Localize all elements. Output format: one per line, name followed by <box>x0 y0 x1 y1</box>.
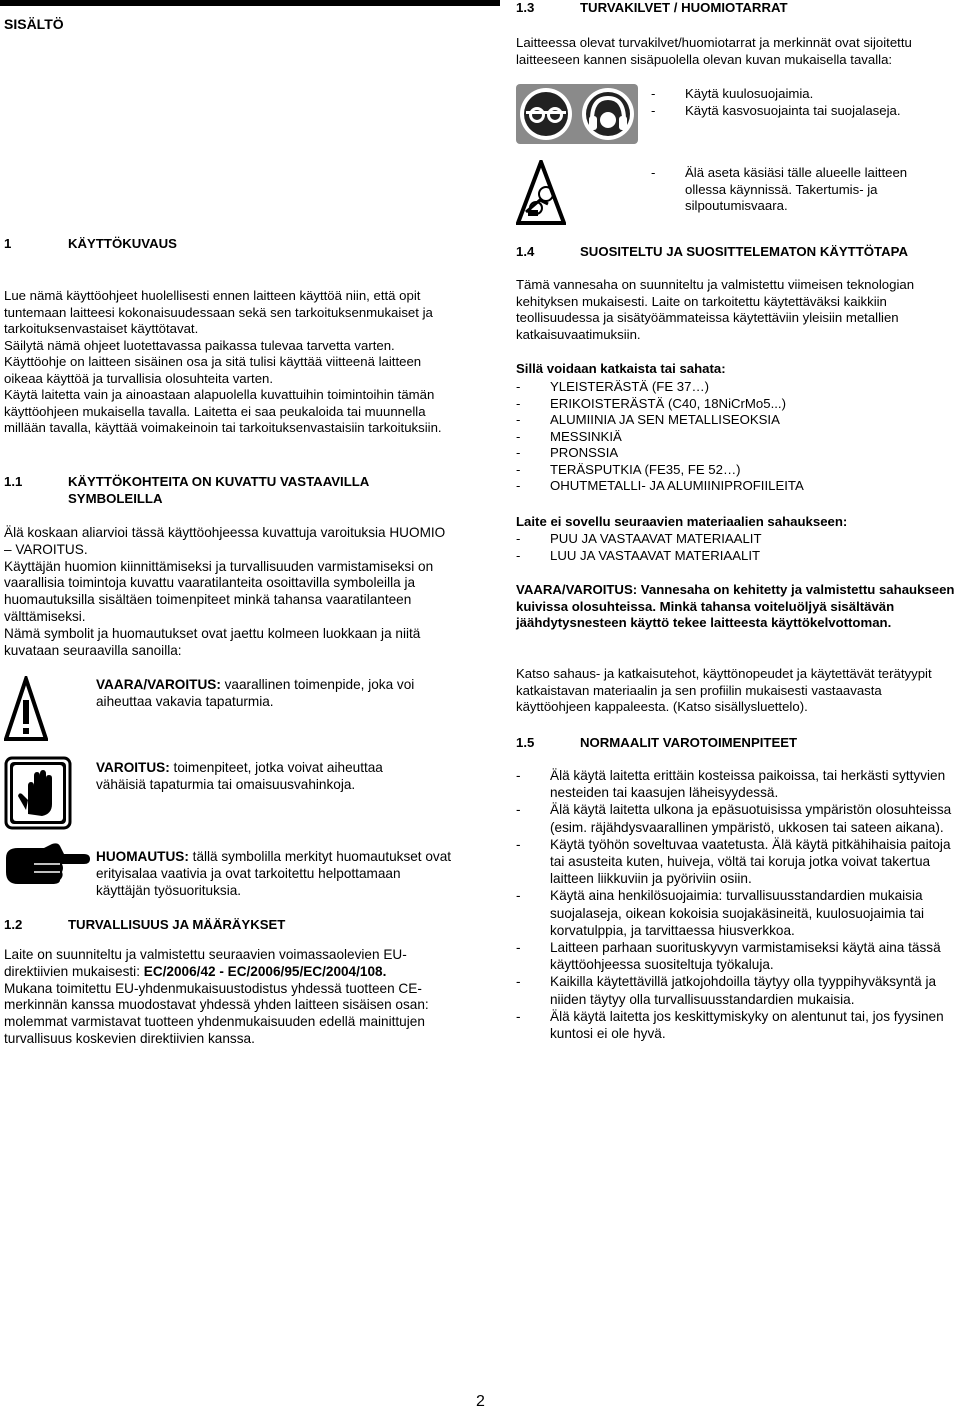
list-item: - Käytä kasvosuojainta tai suojalaseja. <box>651 102 901 118</box>
ear-protection-icon <box>582 88 634 140</box>
hazard-list <box>651 165 951 215</box>
dry-cutting-warning: VAARA/VAROITUS: Vannesaha on kehitetty ja valmistettu sahaukseen kuivissa olosuhteissa. Minkä tahansa voiteluöljyä sisältävän jäähdytysnesteen käyttö tekee laitteesta käyttökelvottoman. <box>516 582 955 630</box>
list-item: - Kaikilla käytettävillä jatkojohdoilla täytyy olla tyyppihyväksyntä ja niiden täytyy olla turvallisuusstandardien mukaisia. <box>516 974 937 1007</box>
can-cut-title: Sillä voidaan katkaista tai sahata: <box>516 361 726 376</box>
list-item: - PUU JA VASTAAVAT MATERIAALIT <box>516 531 762 546</box>
section-1-2-body <box>4 947 446 1048</box>
section-1-4-outro: Katso sahaus- ja katkaisutehot, käyttönopeudet ja käytettävät terätyypit katkaistavan materiaalin ja sen profiilin mukaisesti vastaavasta käyttöohjeen kappaleesta. (Katso sisällysluettelo). <box>516 666 932 714</box>
list-item: - MESSINKIÄ <box>516 428 622 444</box>
list-item: - OHUTMETALLI- JA ALUMIINIPROFIILEITA <box>516 478 804 493</box>
list-item: - ALUMIINIA JA SEN METALLISEOKSIA <box>516 412 780 427</box>
paragraph: Laite on suunniteltu ja valmistettu seuraavien voimassaolevien EU-direktiivien mukaisesti: EC/2006/42 - EC/2006/95/EC/2004/108. <box>4 947 407 979</box>
paragraph: Käytä laitetta vain ja ainoastaan alapuolella kuvattuihin toimintoihin tämän käyttöohjeen mukaisella tavalla. Laitetta ei saa peukaloida tai muunnella millään tavalla, käyttää voimakeinoin tai tarkoituksenvastaisiin tarkoituksiin. <box>4 387 442 435</box>
paragraph: Käyttöohje on laitteen sisäinen osa ja sitä tulisi käyttää viitteenä laitteen oikeaa käyttöä ja turvallisia olosuhteita varten. <box>4 354 422 386</box>
ppe-list <box>651 86 951 119</box>
section-1-4-heading: 1.4 SUOSITELTU JA SUOSITTELEMATON KÄYTTÖTAPA <box>516 244 908 259</box>
list-item: - LUU JA VASTAAVAT MATERIAALIT <box>516 547 761 563</box>
list-item: - Älä käytä laitetta jos keskittymiskyky on alentunut tai, jos fyysinen kuntosi ei ole hyvä. <box>516 1008 944 1042</box>
list-item: - PRONSSIA <box>516 445 619 460</box>
symbol-note-text: HUOMAUTUS: tällä symbolilla merkityt huomautukset ovat erityisalaa vaativia ja ovat tarkoitettu helpottamaan käyttäjän työsuorituksia. <box>96 849 452 898</box>
list-item: - TERÄSPUTKIA (FE35, FE 52…) <box>516 461 741 477</box>
can-cut-list <box>516 379 956 495</box>
ppe-sign <box>516 84 638 144</box>
symbol-caution-text: VAROITUS: toimenpiteet, jotka voivat aiheuttaa vähäisiä tapaturmia tai omaisuusvahinkoja. <box>96 760 383 792</box>
list-item: - Älä aseta käsiäsi tälle alueelle laitteen ollessa käynnissä. Takertumis- ja silpoutumisvaara. <box>651 165 908 213</box>
list-item: - Älä käytä laitetta erittäin kosteissa paikoissa, tai herkästi syttyvien nesteiden tai kaasujen läheisyydessä. <box>516 768 946 801</box>
paragraph: Nämä symbolit ja huomautukset ovat jaettu kolmeen luokkaan ja niitä kuvataan seuraavilla sanoilla: <box>4 625 421 658</box>
section-1-4-intro: Tämä vannesaha on suunniteltu ja valmistettu viimeisen teknologian kehityksen mukaisesti. Laite on tarkoitettu käytettäväksi kaikkiin teollisuudessa ja sisätyöämmateissa käytettäviin yleisiin metallien katkaisuvaatimuksiin. <box>516 277 915 342</box>
section-1-3-intro: Laitteessa olevat turvakilvet/huomiotarrat ja merkinnät ovat sijoitettu laitteeseen kannen sisäpuolella olevan kuvan mukaisella tavalla: <box>516 35 912 67</box>
cannot-cut-title: Laite ei sovellu seuraavien materiaalien sahaukseen: <box>516 514 848 529</box>
paragraph: Säilytä nämä ohjeet luotettavassa paikassa tulevaa tarvetta varten. <box>4 337 395 353</box>
section-1-heading: 1 KÄYTTÖKUVAUS <box>4 236 177 251</box>
list-item: - ERIKOISTERÄSTÄ (C40, 18NiCrMo5...) <box>516 395 786 411</box>
section-1-5-heading: 1.5 NORMAALIT VAROTOIMENPITEET <box>516 735 798 750</box>
pointing-hand-icon <box>4 840 90 886</box>
paragraph: Mukana toimitettu EU-yhdenmukaisuustodistus yhdessä tuotteen CE-merkinnän kanssa muodostavat yhdessä yhden laitteen sisäisen osan: molemmat varmistavat tuotteen yhdenmukaisuuden edellä mainittujen turvallisuus koskevien direktiivien kanssa. <box>4 980 429 1046</box>
list-item: - Käytä kuulosuojaimia. <box>651 86 814 101</box>
precautions-list <box>516 767 960 1042</box>
list-item: - Laitteen parhaan suorituskyvyn varmistamiseksi käytä aina tässä käyttöohjeessa suositeltuja työkaluja. <box>516 940 941 973</box>
symbol-danger-text: VAARA/VAROITUS: vaarallinen toimenpide, joka voi aiheuttaa vakavia tapaturmia. <box>96 677 415 709</box>
entanglement-warning-icon <box>516 160 566 226</box>
section-1-3-heading: 1.3 TURVAKILVET / HUOMIOTARRAT <box>516 0 788 15</box>
list-item: - Käytä aina henkilösuojaimia: turvallisuusstandardien mukaisia suojalaseja, oikean kokoisia suojakäsineitä, kuulosuojaimia tai korvatulppia, ja tarvittaessa hiusverkkoa. <box>516 888 925 938</box>
list-item: - YLEISTERÄSTÄ (FE 37…) <box>516 379 710 394</box>
section-1-1-body <box>4 525 446 659</box>
section-1-body <box>4 288 444 437</box>
list-item: - Käytä työhön soveltuvaa vaatetusta. Älä käytä pitkähihaisia paitoja tai asusteita kuten, huiveja, völtä tai koruja jotka voivat takertua laitteen liikkuviin ja pyöriviin osiin. <box>516 836 951 887</box>
list-item: - Älä käytä laitetta ulkona ja epäsuotuisissa ympäristön olosuhteissa (esim. räjähdysvaarallinen ympäristö, ukkosen tai sateen aikana). <box>516 802 952 835</box>
section-1-1-heading: 1.1 KÄYTTÖKOHTEITA ON KUVATTU VASTAAVILLA SYMBOLEILLA <box>4 474 370 506</box>
page-number: 2 <box>476 1393 485 1410</box>
goggles-icon <box>520 88 572 140</box>
section-1-2-heading: 1.2 TURVALLISUUS JA MÄÄRÄYKSET <box>4 917 286 932</box>
header-rule <box>0 0 500 6</box>
danger-triangle-icon <box>4 676 48 742</box>
paragraph: Käyttäjän huomion kiinnittämiseksi ja turvallisuuden varmistamiseksi on vaarallisia toimintoja kuvattu vaaratilanteita osoittavilla symboleilla ja huomautuksilla sisältäen toimenpiteet minkä tahansa vaaratilanteen välttämiseksi. <box>4 558 434 624</box>
toc-title: SISÄLTÖ <box>4 16 64 32</box>
paragraph: Älä koskaan aliarvioi tässä käyttöohjeessa kuvattuja varoituksia HUOMIO – VAROITUS. <box>4 525 446 557</box>
cannot-cut-list <box>516 531 956 564</box>
stop-hand-icon <box>4 756 72 830</box>
paragraph: Lue nämä käyttöohjeet huolellisesti ennen laitteen käyttöä niin, että opit tuntemaan laitteesi kokonaisuudessaan sekä sen tarkoituksenmukaiset ja tarkoituksenvastaiset käyttötavat. <box>4 288 433 336</box>
